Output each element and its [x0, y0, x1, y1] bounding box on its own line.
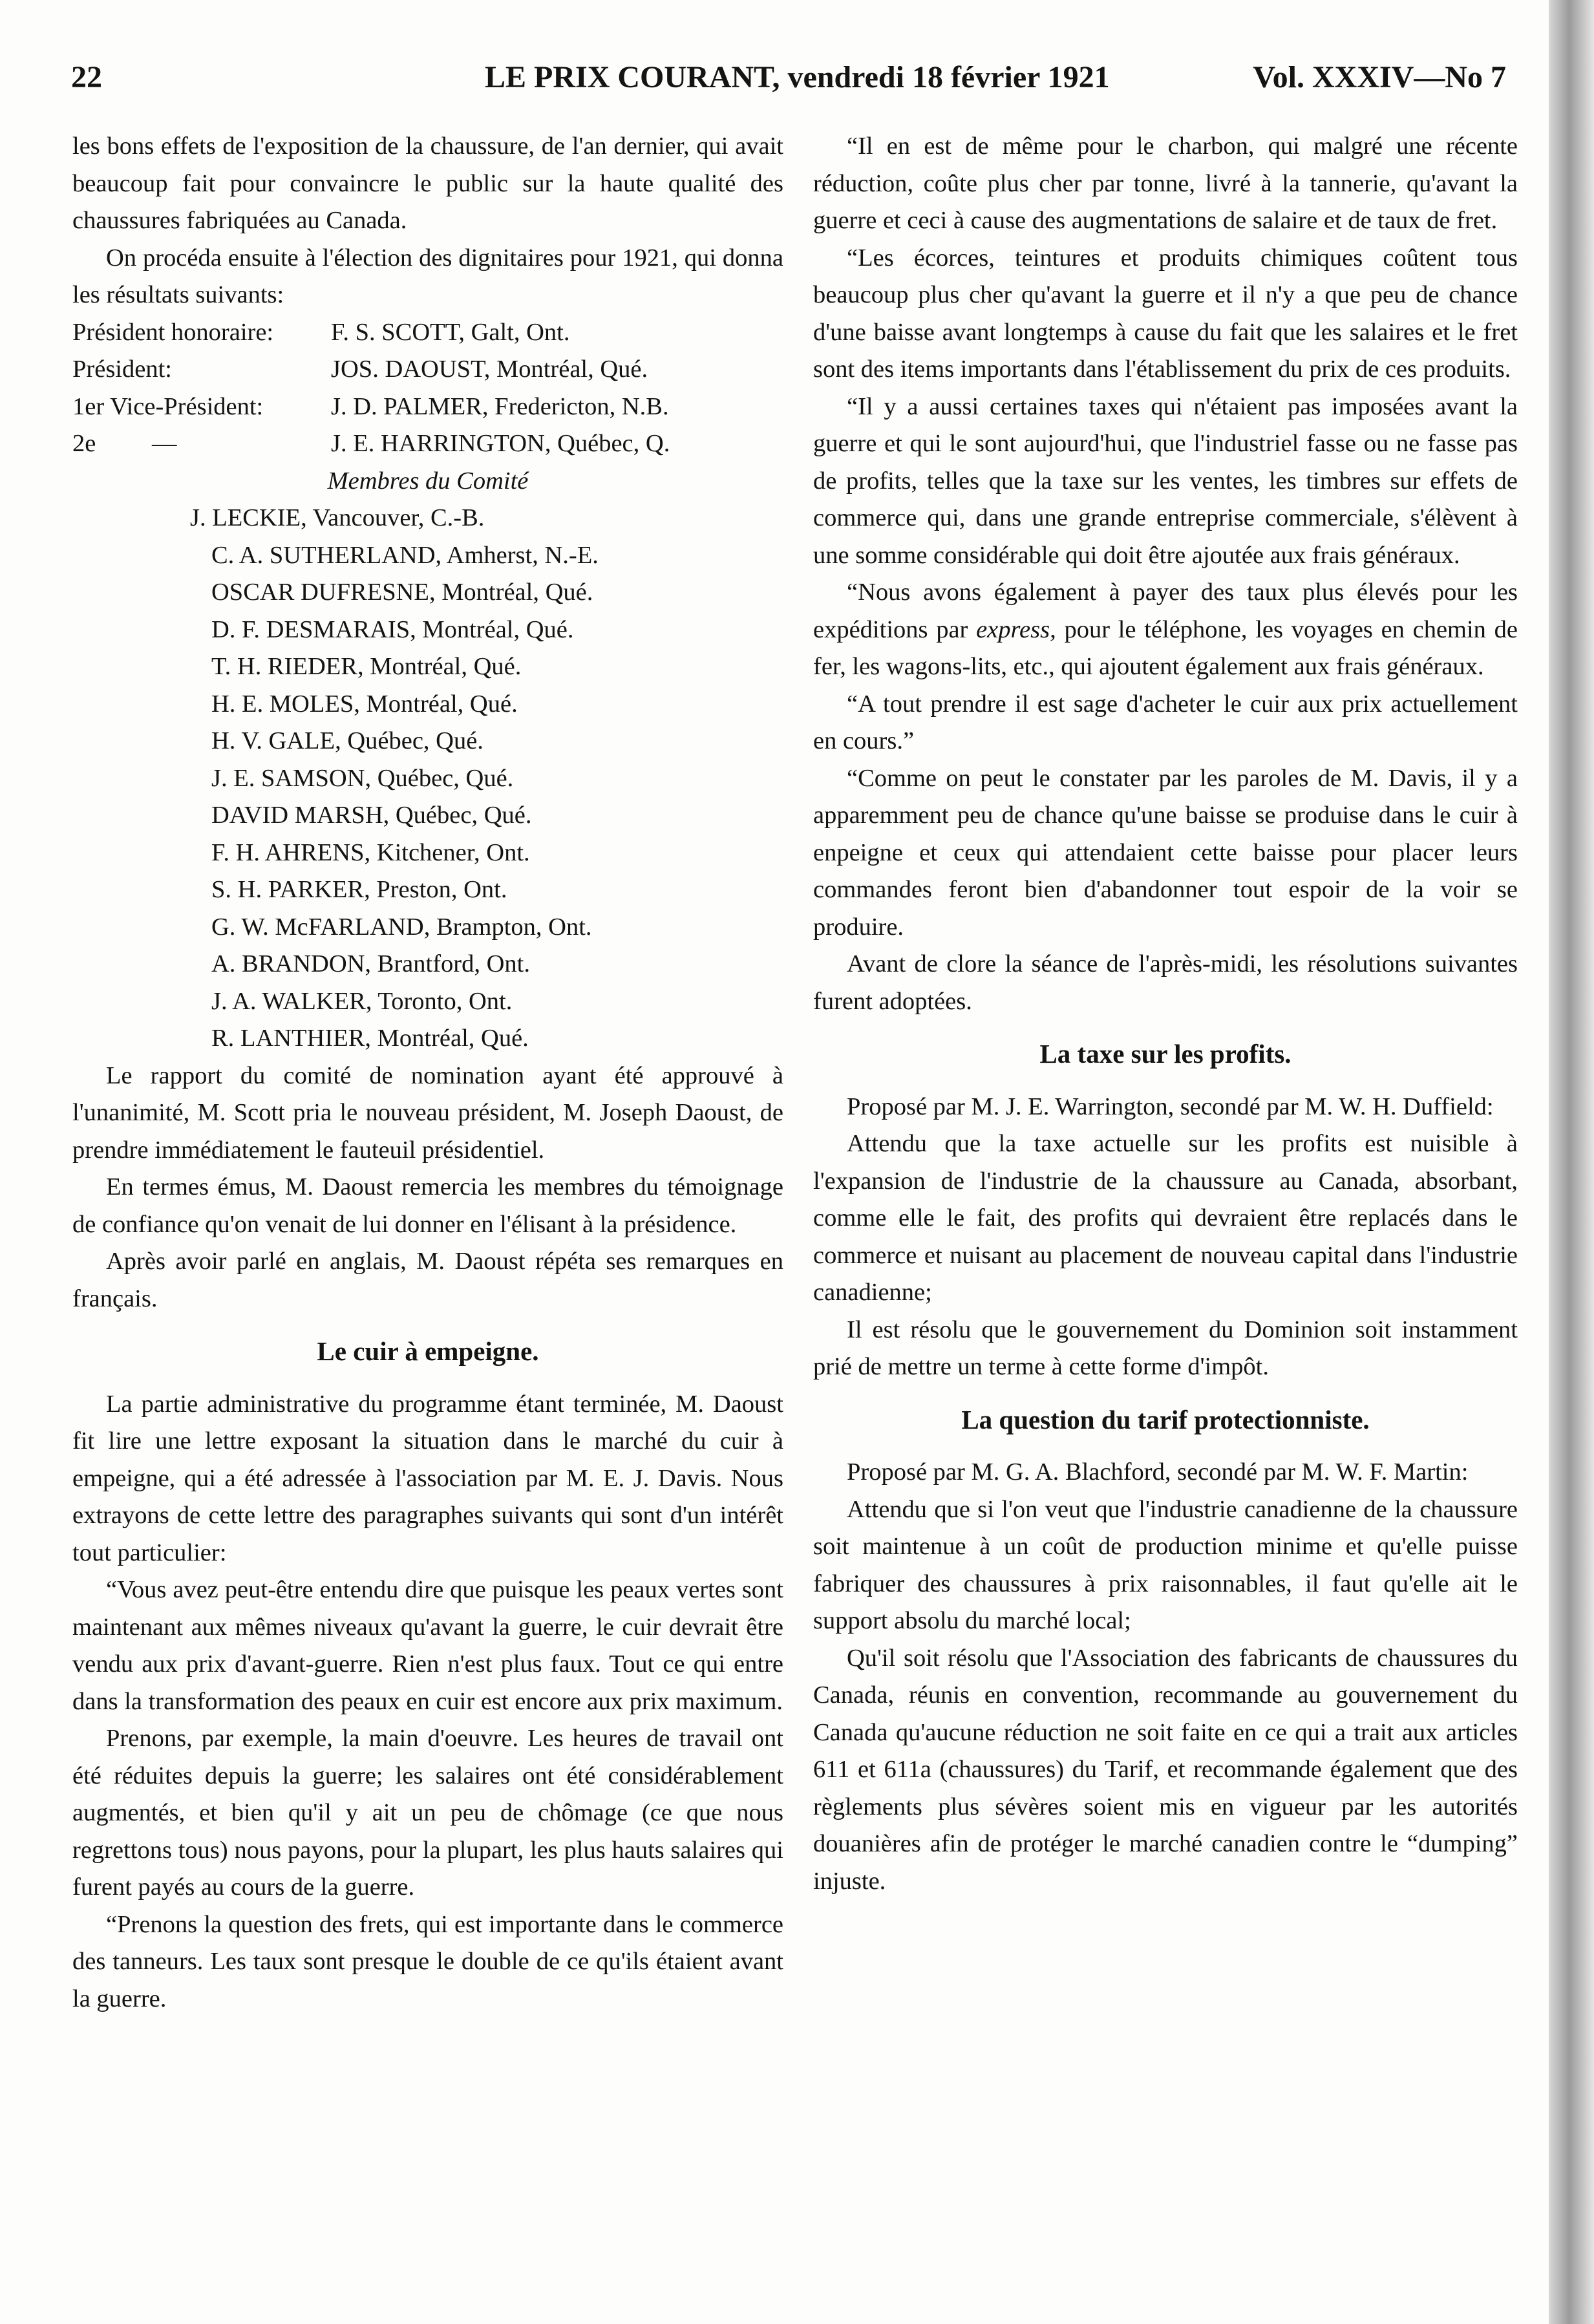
officer-role: Président honoraire:	[72, 318, 274, 346]
page-number: 22	[71, 60, 102, 94]
officer-name: J. D. PALMER, Fredericton, N.B.	[331, 392, 669, 420]
paragraph: Attendu que la taxe actuelle sur les profits est nuisible à l'expansion de l'industrie de la chaussure au Canada, absorbant, comme elle le fait, des profits qui devraient être replacés dans le commerce et nuisant au placement de nouveau capital dans l'industrie canadienne;	[813, 1130, 1518, 1306]
officer-name: JOS. DAOUST, Montréal, Qué.	[331, 356, 648, 383]
committee-member: H. E. MOLES, Montréal, Qué.	[211, 690, 518, 718]
text-run: “Nous avons également à payer des taux plus élevés pour les expéditions par	[813, 579, 1518, 643]
officer-role: Président:	[72, 356, 172, 383]
committee-member: J. A. WALKER, Toronto, Ont.	[211, 987, 513, 1015]
officers-list	[72, 314, 783, 463]
paragraph: Prenons, par exemple, la main d'oeuvre. Les heures de travail ont été réduites depuis la guerre; les salaires ont été considérablement augmentés, et bien qu'il y ait un peu de chômage (ce que nous regrettons tous) nous payons, pour la plupart, les plus hauts salaires qui furent payés au cours de la guerre.	[72, 1725, 783, 1901]
paragraph: On procéda ensuite à l'élection des dignitaires pour 1921, qui donna les résultats suivants:	[72, 244, 783, 308]
section-heading-taxe: La taxe sur les profits.	[1039, 1039, 1291, 1069]
committee-member: S. H. PARKER, Preston, Ont.	[211, 876, 507, 903]
paragraph: Attendu que si l'on veut que l'industrie canadienne de la chaussure soit maintenue à un coût de production minime et qu'elle puisse fabriquer des chaussures à prix raisonnables, il faut qu'elle ait le support absolu du marché local;	[813, 1495, 1518, 1634]
section-heading-tarif: La question du tarif protectionniste.	[961, 1404, 1370, 1434]
officer-row	[72, 351, 783, 389]
paragraph: Il est résolu que le gouvernement du Dominion soit instamment prié de mettre un terme à cette forme d'impôt.	[813, 1316, 1518, 1380]
committee-members-list	[72, 500, 783, 1058]
committee-member: OSCAR DUFRESNE, Montréal, Qué.	[211, 579, 593, 606]
paragraph: Le rapport du comité de nomination ayant été approuvé à l'unanimité, M. Scott pria le nouveau président, M. Joseph Daoust, de prendre immédiatement le fauteuil présidentiel.	[72, 1061, 783, 1164]
officer-role: 1er Vice-Président:	[72, 392, 264, 420]
paragraph: Proposé par M. G. A. Blachford, secondé par M. W. F. Martin:	[847, 1458, 1469, 1486]
paragraph: les bons effets de l'exposition de la chaussure, de l'an dernier, qui avait beaucoup fait pour convaincre le public sur la haute qualité des chaussures fabriquées au Canada.	[72, 133, 783, 234]
page-binding-edge	[1549, 0, 1594, 2324]
paragraph: En termes émus, M. Daoust remercia les membres du témoignage de confiance qu'on venait de lui donner en l'élisant à la présidence.	[72, 1173, 783, 1238]
paragraph: Après avoir parlé en anglais, M. Daoust répéta ses remarques en français.	[72, 1248, 783, 1312]
paragraph: Proposé par M. J. E. Warrington, secondé par M. W. H. Duffield:	[847, 1093, 1494, 1120]
paragraph: “Les écorces, teintures et produits chimiques coûtent tous beaucoup plus cher qu'avant la guerre et il n'y a que peu de chance d'une baisse avant longtemps à cause du fait que les salaires et le fret sont des items importants dans l'établissement du prix de ces produits.	[813, 244, 1518, 383]
running-header	[71, 59, 1506, 105]
left-column	[72, 128, 783, 2018]
committee-member: G. W. McFARLAND, Brampton, Ont.	[211, 913, 592, 941]
committee-member: D. F. DESMARAIS, Montréal, Qué.	[211, 615, 574, 643]
committee-member: J. LECKIE, Vancouver, C.-B.	[190, 504, 485, 531]
committee-member: DAVID MARSH, Québec, Qué.	[211, 802, 532, 829]
committee-member: H. V. GALE, Québec, Qué.	[211, 727, 484, 754]
paragraph: La partie administrative du programme étant terminée, M. Daoust fit lire une lettre exposant la situation dans le marché du cuir à empeigne, qui a été adressée à l'association par M. E. J. Davis. Nous extrayons de cette lettre des paragraphes suivants qui sont d'un intérêt tout particulier:	[72, 1390, 783, 1566]
right-column	[813, 128, 1518, 1900]
paragraph: “Il y a aussi certaines taxes qui n'étaient pas imposées avant la guerre et qui le sont aujourd'hui, que l'industriel fasse ou ne fasse pas de profits, telles que la taxe sur les ventes, les timbres sur effets de commerce qui, dans une grande entreprise commerciale, s'élèvent à une somme considérable qui doit être ajoutée aux frais généraux.	[813, 392, 1518, 569]
officer-role: 2e —	[72, 430, 177, 457]
committee-member: J. E. SAMSON, Québec, Qué.	[211, 764, 514, 792]
committee-heading: Membres du Comité	[327, 467, 529, 495]
paragraph: Avant de clore la séance de l'après-midi, les résolutions suivantes furent adoptées.	[813, 950, 1518, 1015]
paragraph: “Prenons la question des frets, qui est importante dans le commerce des tanneurs. Les taux sont presque le double de ce qu'ils étaient avant la guerre.	[72, 1910, 783, 2012]
officer-row	[72, 389, 783, 426]
paragraph: “A tout prendre il est sage d'acheter le cuir aux prix actuellement en cours.”	[813, 690, 1518, 754]
paragraph: “Vous avez peut-être entendu dire que puisque les peaux vertes sont maintenant aux mêmes niveaux qu'avant la guerre, le cuir devrait être vendu aux prix d'avant-guerre. Rien n'est plus faux. Tout ce qui entre dans la transformation des peaux en cuir est encore aux prix maximum.	[72, 1576, 783, 1715]
committee-member: A. BRANDON, Brantford, Ont.	[211, 950, 530, 977]
section-heading-cuir: Le cuir à empeigne.	[317, 1336, 539, 1366]
officer-row	[72, 314, 783, 352]
officer-name: J. E. HARRINGTON, Québec, Q.	[331, 430, 670, 457]
officer-name: F. S. SCOTT, Galt, Ont.	[331, 318, 570, 346]
paragraph: “Il en est de même pour le charbon, qui malgré une récente réduction, coûte plus cher par tonne, livré à la tannerie, qu'avant la guerre et ceci à cause des augmentations de salaire et de taux de fret.	[813, 133, 1518, 234]
emphasis: express,	[976, 615, 1056, 643]
text-run: pour le téléphone, les voyages en chemin de fer, les wagons-lits, etc., qui ajoutent également aux frais généraux.	[813, 615, 1518, 680]
paragraph	[813, 574, 1518, 686]
volume-number: Vol. XXXIV—No 7	[1253, 60, 1506, 94]
committee-member: C. A. SUTHERLAND, Amherst, N.-E.	[211, 541, 599, 569]
paragraph: Qu'il soit résolu que l'Association des fabricants de chaussures du Canada, réunis en convention, recommande au gouvernement du Canada qu'aucune réduction ne soit faite en ce qui a trait aux articles 611 et 611a (chaussures) du Tarif, et recommande également que des règlements plus sévères soient mis en vigueur par les autorités douanières afin de protéger le marché canadien contre le “dumping” injuste.	[813, 1644, 1518, 1895]
committee-member: R. LANTHIER, Montréal, Qué.	[211, 1025, 529, 1052]
committee-member: T. H. RIEDER, Montréal, Qué.	[211, 653, 522, 680]
committee-member: F. H. AHRENS, Kitchener, Ont.	[211, 838, 530, 866]
officer-row	[72, 425, 783, 463]
publication-title: LE PRIX COURANT, vendredi 18 février 1921	[485, 60, 1110, 94]
paragraph: “Comme on peut le constater par les paroles de M. Davis, il y a apparemment peu de chance qu'une baisse se produise dans le cuir à enpeigne et ceux qui attendaient cette baisse pour placer leurs commandes feront bien d'abandonner tout espoir de la voir se produire.	[813, 764, 1518, 941]
